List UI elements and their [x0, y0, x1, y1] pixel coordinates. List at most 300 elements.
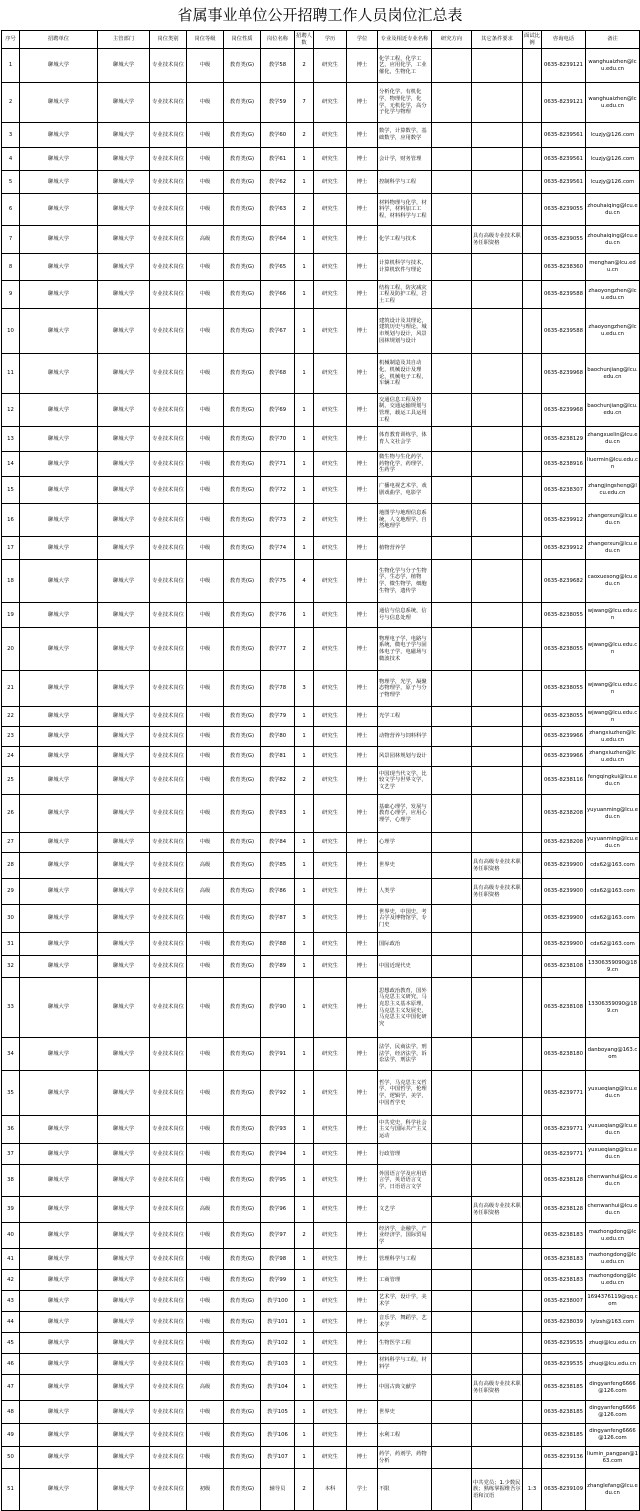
major-cell: 地图学与地理信息系统，人文地理学，自然地理学 — [378, 504, 432, 537]
recruiting-unit-cell: 聊城大学 — [20, 1270, 98, 1291]
row-number-cell: 26 — [2, 795, 20, 833]
contact-phone-cell: 0635-8238007 — [542, 1291, 586, 1312]
row-number-cell: 4 — [2, 148, 20, 171]
research-direction-cell — [432, 628, 472, 671]
post-name-cell: 教学107 — [261, 1447, 295, 1469]
row-number-cell: 51 — [2, 1469, 20, 1511]
row-number-cell: 15 — [2, 477, 20, 504]
research-direction-cell — [432, 281, 472, 309]
major-cell: 会计学，财务管理 — [378, 148, 432, 171]
recruiting-unit-cell: 聊城大学 — [20, 933, 98, 956]
remark-cell: 1694376119@qq.com — [586, 1291, 640, 1312]
research-direction-cell — [432, 956, 472, 978]
contact-phone-cell: 0635-8238055 — [542, 707, 586, 727]
post-level-cell: 中级 — [187, 1424, 224, 1447]
education-cell: 研究生 — [314, 879, 347, 905]
post-nature-cell: 教育类(G) — [224, 309, 261, 354]
post-level-cell: 高级 — [187, 853, 224, 879]
recruiting-unit-cell: 聊城大学 — [20, 171, 98, 194]
post-level-cell: 中级 — [187, 933, 224, 956]
recruiting-unit-cell: 聊城大学 — [20, 767, 98, 795]
row-number-cell: 29 — [2, 879, 20, 905]
post-name-cell: 辅导员 — [261, 1469, 295, 1511]
interview-ratio-cell — [523, 853, 542, 879]
row-number-cell: 20 — [2, 628, 20, 671]
supervising-dept-cell: 聊城大学 — [98, 795, 150, 833]
row-number-cell: 17 — [2, 537, 20, 560]
remark-cell: cdx62@163.com — [586, 853, 640, 879]
other-requirements-cell — [472, 956, 523, 978]
table-row — [2, 354, 640, 394]
row-number-cell: 40 — [2, 1223, 20, 1249]
row-number-cell: 41 — [2, 1249, 20, 1270]
table-row — [2, 1165, 640, 1197]
table-row — [2, 1312, 640, 1333]
other-requirements-cell — [472, 1333, 523, 1354]
interview-ratio-cell — [523, 123, 542, 148]
education-cell: 研究生 — [314, 956, 347, 978]
post-category-cell: 专业技术岗位 — [150, 537, 187, 560]
major-cell: 世界史，中国史，考古学及博物馆学，专门史 — [378, 905, 432, 933]
contact-phone-cell: 0635-8239968 — [542, 354, 586, 394]
major-cell: 行政管理 — [378, 1144, 432, 1165]
degree-cell: 博士 — [347, 956, 378, 978]
other-requirements-cell — [472, 833, 523, 853]
hire-count-cell: 1 — [295, 309, 314, 354]
education-cell: 研究生 — [314, 1144, 347, 1165]
education-cell: 研究生 — [314, 504, 347, 537]
table-row — [2, 1354, 640, 1375]
education-cell: 研究生 — [314, 1312, 347, 1333]
interview-ratio-cell — [523, 1144, 542, 1165]
hire-count-cell: 1 — [295, 1447, 314, 1469]
table-row — [2, 1116, 640, 1144]
remark-cell: yuxueqiang@lcu.edu.cn — [586, 1116, 640, 1144]
remark-cell: 13306359090@189.cn — [586, 956, 640, 978]
supervising-dept-cell: 聊城大学 — [98, 833, 150, 853]
major-cell: 哲学，马克思主义哲学，中国哲学，伦理学，逻辑学，美学，中国哲学史 — [378, 1071, 432, 1116]
hire-count-cell: 1 — [295, 1071, 314, 1116]
interview-ratio-cell — [523, 727, 542, 747]
degree-cell: 博士 — [347, 628, 378, 671]
research-direction-cell — [432, 978, 472, 1038]
interview-ratio-cell — [523, 1249, 542, 1270]
row-number-cell: 32 — [2, 956, 20, 978]
remark-cell: zhanglefang@lcu.edu.cn — [586, 1469, 640, 1511]
post-nature-cell: 教育类(G) — [224, 767, 261, 795]
post-name-cell: 教学102 — [261, 1333, 295, 1354]
hire-count-cell: 1 — [295, 1291, 314, 1312]
post-name-cell: 教学95 — [261, 1165, 295, 1197]
post-name-cell: 教学105 — [261, 1401, 295, 1424]
interview-ratio-cell — [523, 707, 542, 727]
row-number-cell: 49 — [2, 1424, 20, 1447]
post-nature-cell: 教育类(G) — [224, 1071, 261, 1116]
education-cell: 研究生 — [314, 1038, 347, 1071]
major-cell: 法学，民商法学，刑法学，经济法学，诉讼法学，刑法学 — [378, 1038, 432, 1071]
post-level-cell: 中级 — [187, 1354, 224, 1375]
post-category-cell: 专业技术岗位 — [150, 1375, 187, 1401]
row-number-cell: 11 — [2, 354, 20, 394]
post-name-cell: 教学83 — [261, 795, 295, 833]
post-nature-cell: 教育类(G) — [224, 148, 261, 171]
post-level-cell: 中级 — [187, 795, 224, 833]
post-category-cell: 专业技术岗位 — [150, 226, 187, 254]
hire-count-cell: 1 — [295, 1165, 314, 1197]
post-nature-cell: 教育类(G) — [224, 956, 261, 978]
research-direction-cell — [432, 1354, 472, 1375]
degree-cell: 博士 — [347, 504, 378, 537]
post-category-cell: 专业技术岗位 — [150, 747, 187, 767]
education-cell: 研究生 — [314, 933, 347, 956]
research-direction-cell — [432, 504, 472, 537]
post-category-cell: 专业技术岗位 — [150, 1144, 187, 1165]
table-row — [2, 933, 640, 956]
contact-phone-cell: 0635-8239055 — [542, 226, 586, 254]
major-cell: 交通信息工程及控制，交通运输规划与管理，载运工具运用工程 — [378, 394, 432, 427]
table-row — [2, 767, 640, 795]
education-cell: 研究生 — [314, 671, 347, 707]
post-category-cell: 专业技术岗位 — [150, 603, 187, 628]
post-nature-cell: 教育类(G) — [224, 1116, 261, 1144]
row-number-cell: 36 — [2, 1116, 20, 1144]
other-requirements-cell — [472, 123, 523, 148]
post-name-cell: 教学100 — [261, 1291, 295, 1312]
post-category-cell: 专业技术岗位 — [150, 123, 187, 148]
post-nature-cell: 教育类(G) — [224, 1144, 261, 1165]
recruiting-unit-cell: 聊城大学 — [20, 504, 98, 537]
education-cell: 研究生 — [314, 194, 347, 226]
post-nature-cell: 教育类(G) — [224, 671, 261, 707]
other-requirements-cell — [472, 1071, 523, 1116]
interview-ratio-cell — [523, 226, 542, 254]
post-category-cell: 专业技术岗位 — [150, 671, 187, 707]
research-direction-cell — [432, 1291, 472, 1312]
post-category-cell: 专业技术岗位 — [150, 905, 187, 933]
other-requirements-cell — [472, 254, 523, 281]
interview-ratio-cell — [523, 628, 542, 671]
other-requirements-cell — [472, 1270, 523, 1291]
post-nature-cell: 教育类(G) — [224, 747, 261, 767]
recruiting-unit-cell: 聊城大学 — [20, 148, 98, 171]
post-level-cell: 中级 — [187, 560, 224, 603]
interview-ratio-cell — [523, 309, 542, 354]
row-number-cell: 23 — [2, 727, 20, 747]
recruiting-unit-cell: 聊城大学 — [20, 452, 98, 477]
row-number-cell: 5 — [2, 171, 20, 194]
post-category-cell: 专业技术岗位 — [150, 477, 187, 504]
recruiting-unit-cell: 聊城大学 — [20, 49, 98, 83]
post-category-cell: 专业技术岗位 — [150, 879, 187, 905]
remark-cell: dingyanfeng6666@126.com — [586, 1424, 640, 1447]
interview-ratio-cell: 1:3 — [523, 1469, 542, 1511]
other-requirements-cell: 具有高级专业技术职务任职资格 — [472, 1375, 523, 1401]
row-number-cell: 25 — [2, 767, 20, 795]
recruiting-unit-cell: 聊城大学 — [20, 309, 98, 354]
major-cell: 物理学，光学，凝聚态物理学，原子与分子物理学 — [378, 671, 432, 707]
supervising-dept-cell: 聊城大学 — [98, 354, 150, 394]
research-direction-cell — [432, 1424, 472, 1447]
remark-cell: menghan@lcu.edu.cn — [586, 254, 640, 281]
row-number-cell: 27 — [2, 833, 20, 853]
education-cell: 研究生 — [314, 747, 347, 767]
contact-phone-cell: 0635-8239900 — [542, 879, 586, 905]
header-cell: 序号 — [2, 31, 20, 49]
interview-ratio-cell — [523, 1401, 542, 1424]
remark-cell: wjwang@lcu.edu.cn — [586, 628, 640, 671]
hire-count-cell: 1 — [295, 537, 314, 560]
degree-cell: 博士 — [347, 707, 378, 727]
contact-phone-cell: 0635-8239912 — [542, 504, 586, 537]
major-cell: 基础心理学，发展与教育心理学，应用心理学，心理学 — [378, 795, 432, 833]
post-name-cell: 教学77 — [261, 628, 295, 671]
post-category-cell: 专业技术岗位 — [150, 833, 187, 853]
remark-cell: dingyanfeng6666@126.com — [586, 1401, 640, 1424]
research-direction-cell — [432, 795, 472, 833]
hire-count-cell: 1 — [295, 879, 314, 905]
degree-cell: 博士 — [347, 477, 378, 504]
contact-phone-cell: 0635-8239900 — [542, 905, 586, 933]
post-level-cell: 中级 — [187, 1270, 224, 1291]
recruiting-unit-cell: 聊城大学 — [20, 1249, 98, 1270]
degree-cell: 博士 — [347, 452, 378, 477]
recruiting-unit-cell: 聊城大学 — [20, 833, 98, 853]
major-cell: 经济学，金融学，产业经济学，国际贸易学 — [378, 1223, 432, 1249]
supervising-dept-cell: 聊城大学 — [98, 1144, 150, 1165]
row-number-cell: 13 — [2, 427, 20, 452]
post-category-cell: 专业技术岗位 — [150, 1401, 187, 1424]
hire-count-cell: 1 — [295, 933, 314, 956]
hire-count-cell: 1 — [295, 1144, 314, 1165]
other-requirements-cell — [472, 49, 523, 83]
education-cell: 研究生 — [314, 477, 347, 504]
post-category-cell: 专业技术岗位 — [150, 1424, 187, 1447]
post-category-cell: 专业技术岗位 — [150, 1071, 187, 1116]
supervising-dept-cell: 聊城大学 — [98, 978, 150, 1038]
contact-phone-cell: 0635-8238183 — [542, 1249, 586, 1270]
hire-count-cell: 3 — [295, 905, 314, 933]
research-direction-cell — [432, 671, 472, 707]
supervising-dept-cell: 聊城大学 — [98, 123, 150, 148]
hire-count-cell: 2 — [295, 628, 314, 671]
research-direction-cell — [432, 194, 472, 226]
table-row — [2, 427, 640, 452]
remark-cell: liuermin@lcu.edu.cn — [586, 452, 640, 477]
row-number-cell: 45 — [2, 1333, 20, 1354]
row-number-cell: 10 — [2, 309, 20, 354]
contact-phone-cell: 0635-8239121 — [542, 49, 586, 83]
other-requirements-cell: 具有高级专业技术职务任职资格 — [472, 226, 523, 254]
research-direction-cell — [432, 83, 472, 123]
hire-count-cell: 1 — [295, 1333, 314, 1354]
education-cell: 研究生 — [314, 171, 347, 194]
contact-phone-cell: 0635-8238183 — [542, 1270, 586, 1291]
education-cell: 研究生 — [314, 1270, 347, 1291]
recruiting-unit-cell: 聊城大学 — [20, 727, 98, 747]
other-requirements-cell — [472, 281, 523, 309]
post-level-cell: 中级 — [187, 537, 224, 560]
interview-ratio-cell — [523, 833, 542, 853]
recruiting-unit-cell: 聊城大学 — [20, 853, 98, 879]
supervising-dept-cell: 聊城大学 — [98, 194, 150, 226]
table-row — [2, 1375, 640, 1401]
research-direction-cell — [432, 452, 472, 477]
degree-cell: 博士 — [347, 148, 378, 171]
supervising-dept-cell: 聊城大学 — [98, 1071, 150, 1116]
post-level-cell: 中级 — [187, 767, 224, 795]
post-level-cell: 中级 — [187, 727, 224, 747]
interview-ratio-cell — [523, 1197, 542, 1223]
major-cell: 体育教育训练学，体育人文社会学 — [378, 427, 432, 452]
table-row — [2, 394, 640, 427]
row-number-cell: 16 — [2, 504, 20, 537]
post-nature-cell: 教育类(G) — [224, 1424, 261, 1447]
supervising-dept-cell: 聊城大学 — [98, 727, 150, 747]
supervising-dept-cell: 聊城大学 — [98, 1223, 150, 1249]
row-number-cell: 24 — [2, 747, 20, 767]
research-direction-cell — [432, 537, 472, 560]
row-number-cell: 39 — [2, 1197, 20, 1223]
contact-phone-cell: 0635-8238208 — [542, 833, 586, 853]
degree-cell: 博士 — [347, 83, 378, 123]
major-cell: 控制科学与工程 — [378, 171, 432, 194]
research-direction-cell — [432, 171, 472, 194]
major-cell: 世界史 — [378, 853, 432, 879]
row-number-cell: 8 — [2, 254, 20, 281]
research-direction-cell — [432, 1270, 472, 1291]
post-category-cell: 专业技术岗位 — [150, 309, 187, 354]
remark-cell: lcuzjy@126.com — [586, 148, 640, 171]
other-requirements-cell: 中共党员；1.少数民族；熟练掌握维吾尔语和汉语 — [472, 1469, 523, 1511]
education-cell: 研究生 — [314, 853, 347, 879]
post-category-cell: 专业技术岗位 — [150, 83, 187, 123]
hire-count-cell: 1 — [295, 1197, 314, 1223]
degree-cell: 博士 — [347, 560, 378, 603]
recruiting-unit-cell: 聊城大学 — [20, 1144, 98, 1165]
supervising-dept-cell: 聊城大学 — [98, 1165, 150, 1197]
major-cell: 思想政治教育，国外马克思主义研究，马克思主义基本原理，马克思主义发展史，马克思主义中国化研究 — [378, 978, 432, 1038]
recruiting-unit-cell: 聊城大学 — [20, 394, 98, 427]
contact-phone-cell: 0635-8239535 — [542, 1333, 586, 1354]
major-cell: 微生物与生化药学，药物化学，药理学，生药学 — [378, 452, 432, 477]
table-row — [2, 452, 640, 477]
degree-cell: 博士 — [347, 795, 378, 833]
major-cell: 动物营养与饲料科学 — [378, 727, 432, 747]
row-number-cell: 35 — [2, 1071, 20, 1116]
research-direction-cell — [432, 1249, 472, 1270]
contact-phone-cell: 0635-8239966 — [542, 727, 586, 747]
post-category-cell: 专业技术岗位 — [150, 1447, 187, 1469]
interview-ratio-cell — [523, 1312, 542, 1333]
post-level-cell: 中级 — [187, 1312, 224, 1333]
remark-cell: cdx62@163.com — [586, 879, 640, 905]
table-row — [2, 1424, 640, 1447]
post-name-cell: 教学62 — [261, 171, 295, 194]
supervising-dept-cell: 聊城大学 — [98, 49, 150, 83]
degree-cell: 博士 — [347, 1116, 378, 1144]
table-row — [2, 833, 640, 853]
major-cell: 世界史 — [378, 1401, 432, 1424]
post-category-cell: 专业技术岗位 — [150, 1249, 187, 1270]
post-category-cell: 专业技术岗位 — [150, 767, 187, 795]
post-category-cell: 专业技术岗位 — [150, 1223, 187, 1249]
table-row — [2, 477, 640, 504]
row-number-cell: 2 — [2, 83, 20, 123]
other-requirements-cell — [472, 394, 523, 427]
post-level-cell: 中级 — [187, 477, 224, 504]
other-requirements-cell — [472, 707, 523, 727]
degree-cell: 博士 — [347, 1071, 378, 1116]
post-level-cell: 中级 — [187, 671, 224, 707]
table-row — [2, 727, 640, 747]
post-category-cell: 专业技术岗位 — [150, 1038, 187, 1071]
other-requirements-cell — [472, 1165, 523, 1197]
remark-cell: caoxuesong@lcu.edu.cn — [586, 560, 640, 603]
post-nature-cell: 教育类(G) — [224, 1447, 261, 1469]
recruiting-unit-cell: 聊城大学 — [20, 1165, 98, 1197]
post-name-cell: 教学72 — [261, 477, 295, 504]
other-requirements-cell — [472, 1116, 523, 1144]
degree-cell: 博士 — [347, 394, 378, 427]
contact-phone-cell: 0635-8239900 — [542, 853, 586, 879]
interview-ratio-cell — [523, 452, 542, 477]
post-name-cell: 教学76 — [261, 603, 295, 628]
interview-ratio-cell — [523, 148, 542, 171]
post-level-cell: 中级 — [187, 452, 224, 477]
post-level-cell: 中级 — [187, 747, 224, 767]
post-name-cell: 教学60 — [261, 123, 295, 148]
post-nature-cell: 教育类(G) — [224, 537, 261, 560]
degree-cell: 博士 — [347, 1197, 378, 1223]
table-row — [2, 905, 640, 933]
post-name-cell: 教学99 — [261, 1270, 295, 1291]
hire-count-cell: 1 — [295, 853, 314, 879]
major-cell: 通信与信息系统，信号与信息处理 — [378, 603, 432, 628]
recruiting-unit-cell: 聊城大学 — [20, 354, 98, 394]
degree-cell: 博士 — [347, 1270, 378, 1291]
hire-count-cell: 1 — [295, 1354, 314, 1375]
post-nature-cell: 教育类(G) — [224, 1354, 261, 1375]
interview-ratio-cell — [523, 354, 542, 394]
supervising-dept-cell: 聊城大学 — [98, 1291, 150, 1312]
hire-count-cell: 1 — [295, 1375, 314, 1401]
major-cell: 数学，计算数学，基础数学，应用数学 — [378, 123, 432, 148]
row-number-cell: 3 — [2, 123, 20, 148]
table-row — [2, 537, 640, 560]
post-name-cell: 教学103 — [261, 1354, 295, 1375]
recruiting-unit-cell: 聊城大学 — [20, 1223, 98, 1249]
remark-cell: zhangerxun@lcu.edu.cn — [586, 537, 640, 560]
hire-count-cell: 1 — [295, 795, 314, 833]
table-row — [2, 123, 640, 148]
post-category-cell: 专业技术岗位 — [150, 1197, 187, 1223]
other-requirements-cell — [472, 727, 523, 747]
supervising-dept-cell: 聊城大学 — [98, 1249, 150, 1270]
post-name-cell: 教学69 — [261, 394, 295, 427]
post-name-cell: 教学81 — [261, 747, 295, 767]
remark-cell: zhouhaiqing@lcu.edu.cn — [586, 226, 640, 254]
post-level-cell: 高级 — [187, 226, 224, 254]
row-number-cell: 7 — [2, 226, 20, 254]
education-cell: 研究生 — [314, 560, 347, 603]
hire-count-cell: 2 — [295, 1223, 314, 1249]
post-nature-cell: 教育类(G) — [224, 933, 261, 956]
post-name-cell: 教学94 — [261, 1144, 295, 1165]
table-row — [2, 603, 640, 628]
hire-count-cell: 2 — [295, 123, 314, 148]
research-direction-cell — [432, 727, 472, 747]
post-level-cell: 中级 — [187, 1071, 224, 1116]
